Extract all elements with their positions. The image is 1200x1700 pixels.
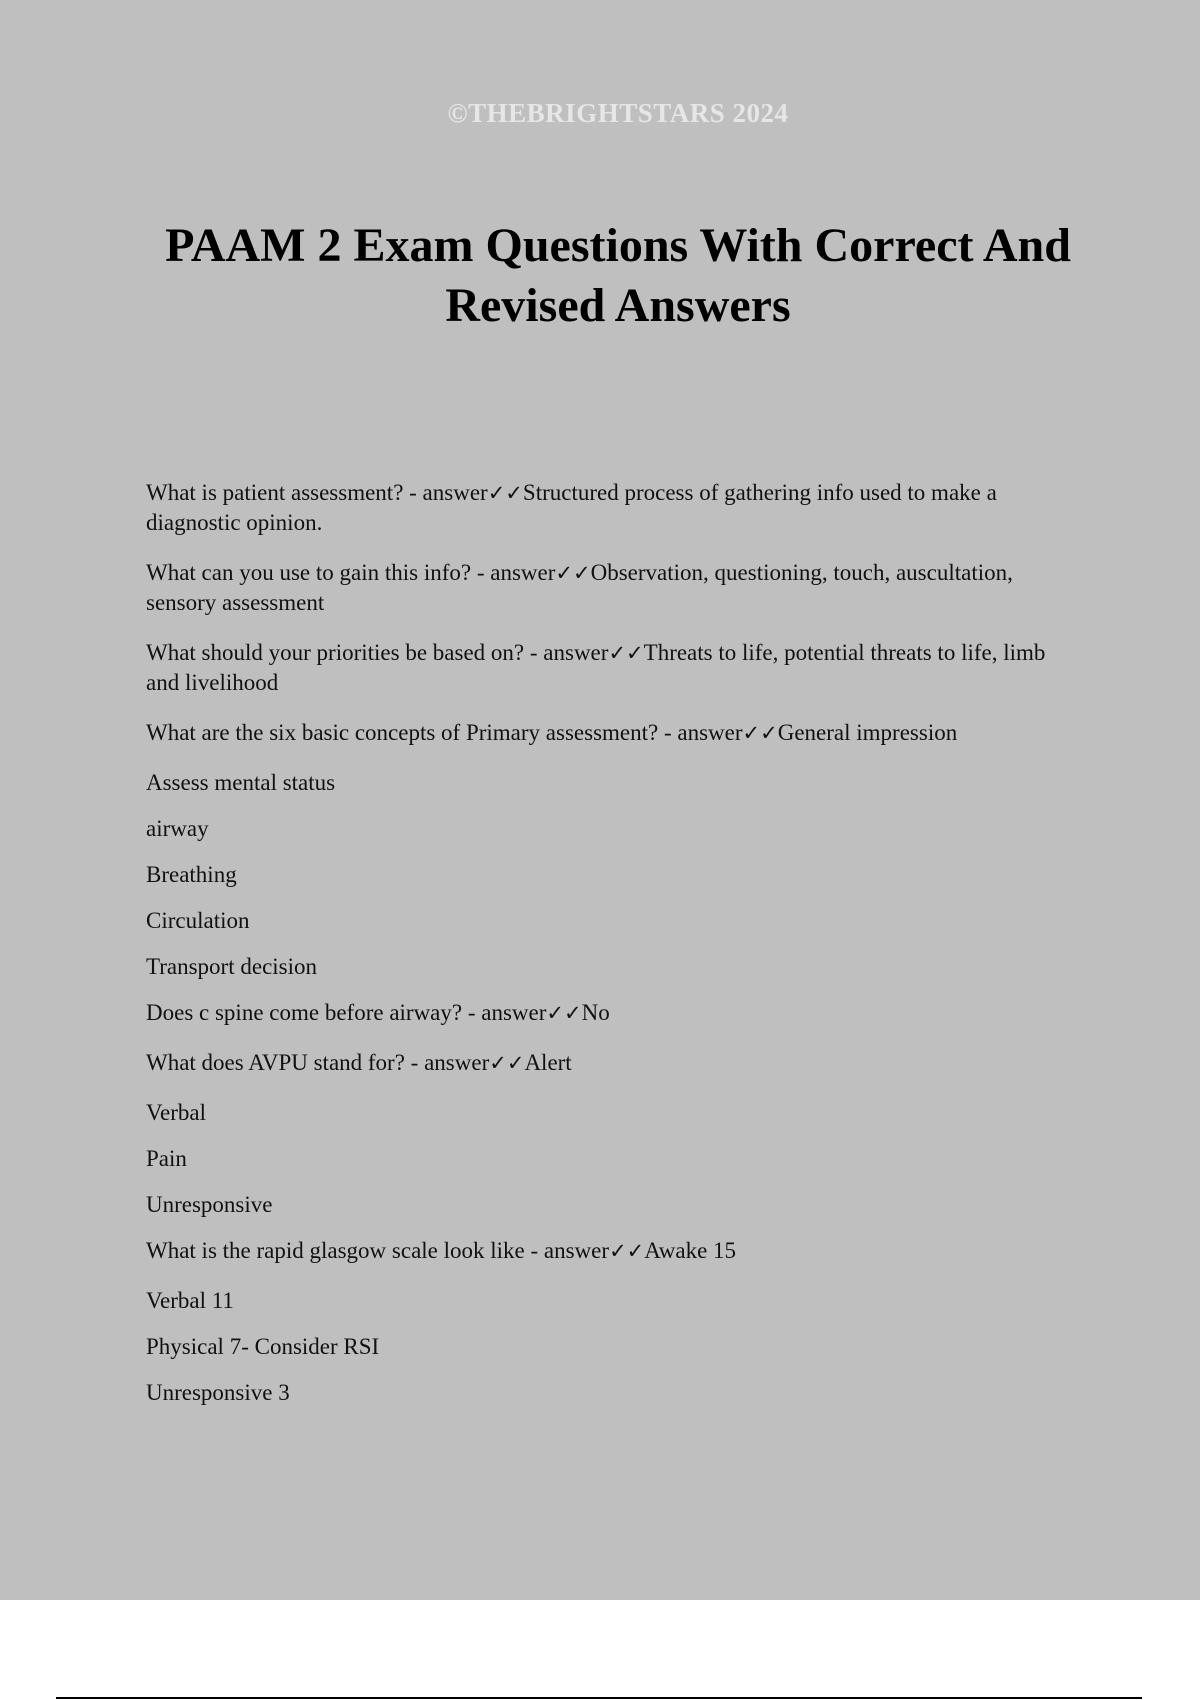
answer-text: Awake 15 <box>644 1238 737 1263</box>
double-check-icon: ✓✓ <box>742 721 778 745</box>
answer-list-item: Unresponsive <box>146 1192 273 1217</box>
answer-text: General impression <box>777 720 958 745</box>
question-text: What is the rapid glasgow scale look like - answer <box>146 1238 610 1263</box>
question-text: What should your priorities be based on? - answer <box>146 640 609 665</box>
footer-rule <box>56 1697 1142 1699</box>
qa-entry <box>146 478 1076 538</box>
answer-list-item: Physical 7- Consider RSI <box>146 1334 380 1359</box>
answer-list-item: Pain <box>146 1146 187 1171</box>
double-check-icon: ✓✓ <box>546 1001 582 1025</box>
answer-text: No <box>581 1000 610 1025</box>
document-title: PAAM 2 Exam Questions With Correct And Revised Answers <box>165 219 1071 332</box>
answer-list-item: Verbal <box>146 1100 207 1125</box>
qa-entry <box>146 718 1076 748</box>
answer-list-item: Breathing <box>146 862 237 887</box>
answer-list-item: Verbal 11 <box>146 1288 234 1313</box>
qa-entry <box>146 1236 1076 1266</box>
answer-text: Threats to life, potential threats to life, limb and livelihood <box>146 640 1046 695</box>
question-text: What does AVPU stand for? - answer <box>146 1050 490 1075</box>
qa-entry <box>146 1048 1076 1078</box>
answer-list-item: Unresponsive 3 <box>146 1380 290 1405</box>
double-check-icon: ✓✓ <box>487 481 523 505</box>
question-text: Does c spine come before airway? - answer <box>146 1000 547 1025</box>
question-text: What can you use to gain this info? - answer <box>146 560 556 585</box>
answer-text: Observation, questioning, touch, auscultation, sensory assessment <box>146 560 1013 615</box>
double-check-icon: ✓✓ <box>489 1051 525 1075</box>
qa-entry <box>146 998 1076 1028</box>
answer-list-item: airway <box>146 816 209 841</box>
question-text: What is patient assessment? - answer <box>146 480 488 505</box>
question-text: What are the six basic concepts of Primary assessment? - answer <box>146 720 743 745</box>
qa-entry <box>146 638 1076 698</box>
answer-list-item: Circulation <box>146 908 250 933</box>
answer-text: Structured process of gathering info used to make a diagnostic opinion. <box>146 480 997 535</box>
answer-list-item: Assess mental status <box>146 770 336 795</box>
answer-list-item: Transport decision <box>146 954 318 979</box>
qa-entry <box>146 558 1076 618</box>
answer-text: Alert <box>524 1050 572 1075</box>
double-check-icon: ✓✓ <box>608 641 644 665</box>
double-check-icon: ✓✓ <box>555 561 591 585</box>
watermark: ©THEBRIGHTSTARS 2024 <box>447 98 789 128</box>
qa-content <box>146 478 1076 1424</box>
double-check-icon: ✓✓ <box>609 1239 645 1263</box>
